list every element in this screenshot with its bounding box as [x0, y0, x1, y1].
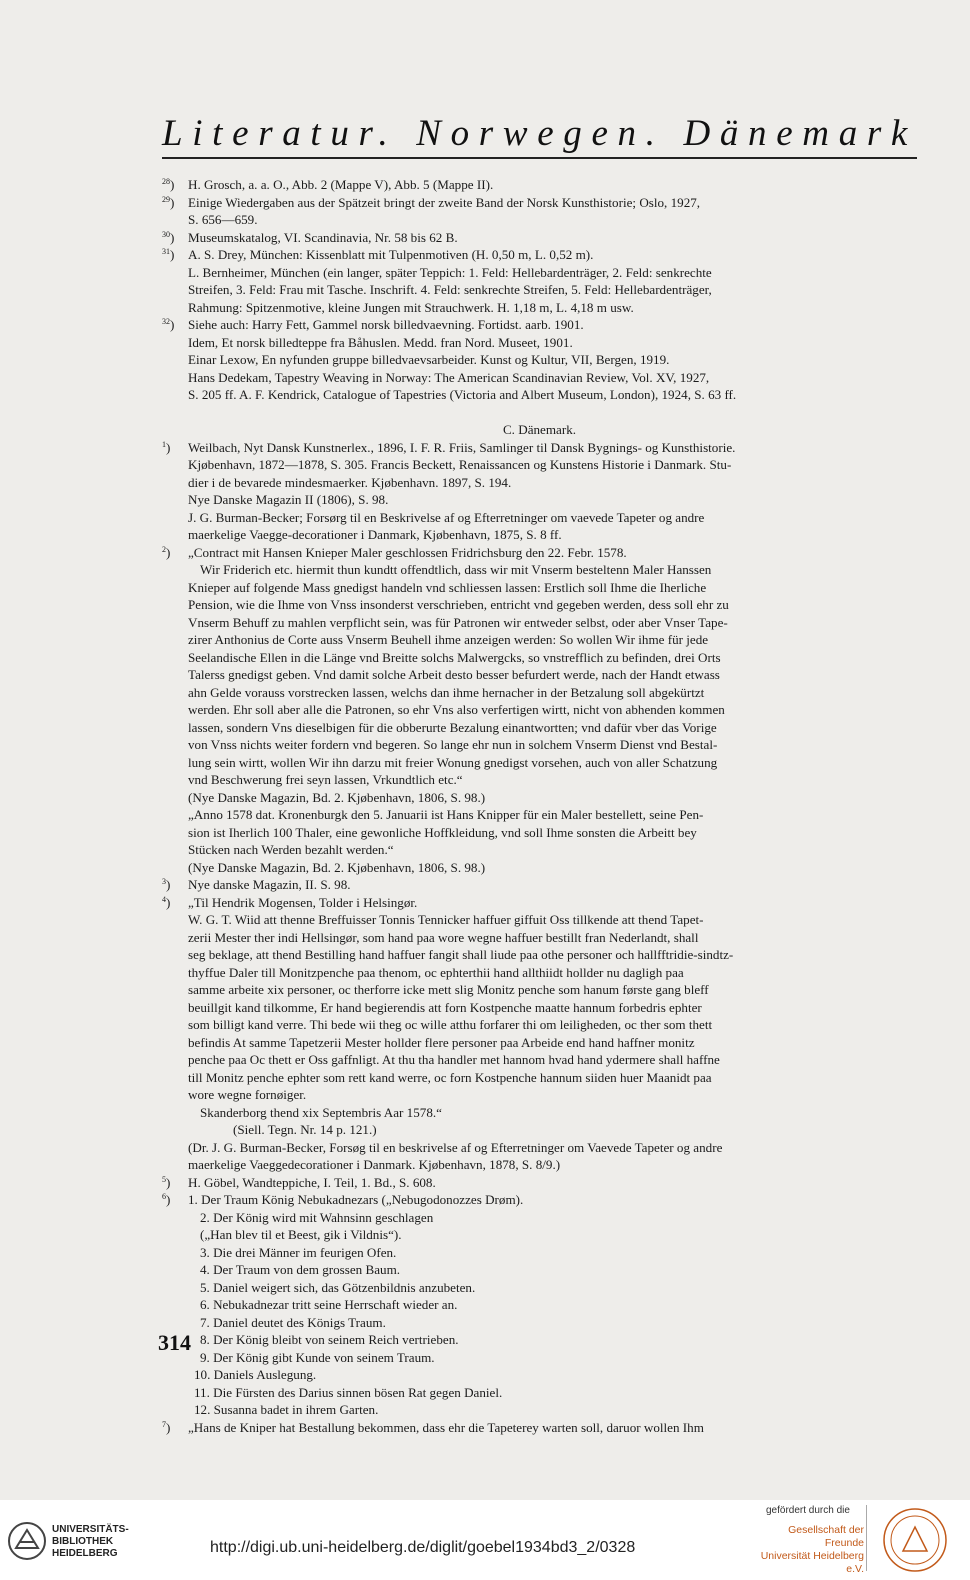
footnote-line [162, 1051, 917, 1069]
footnote-text: samme arbeite xix personer, oc therforre icke mett slig Monitz penche som hanum første gang bleff [188, 982, 709, 997]
footnote-text: 1. Der Traum König Nebukadnezars („Nebugodonozzes Drøm). [188, 1192, 524, 1207]
footnote-text: Skanderborg thend xix Septembris Aar 1578.“ [200, 1104, 442, 1120]
source-url-link[interactable]: http://digi.ub.uni-heidelberg.de/diglit/goebel1934bd3_2/0328 [210, 1539, 636, 1556]
footnote-line [162, 176, 917, 194]
footnote-line [162, 1121, 917, 1139]
footnote-text: 4. Der Traum von dem grossen Baum. [200, 1262, 401, 1277]
footnote-line [162, 876, 917, 894]
footnote-line [162, 824, 917, 842]
footnote-text: zerii Mester ther indi Hellsingør, som hand paa wore wegne haffuer bestillt fran Nederlandt, shall [188, 929, 699, 945]
footnote-line [162, 614, 917, 632]
footnote-line [162, 684, 917, 702]
section-heading [162, 421, 917, 439]
footnote-line [162, 1401, 917, 1419]
footnote-text: Weilbach, Nyt Dansk Kunstnerlex., 1896, I. F. R. Friis, Samlinger til Dansk Bygnings- og Kunsthistorie. [188, 439, 736, 455]
footnote-text: 7. Daniel deutet des Königs Traum. [200, 1314, 386, 1330]
footnote-line [162, 281, 917, 299]
footnote-line [162, 509, 917, 527]
society-name: Gesellschaft der Freunde Universität Heidelberg e.V. [760, 1524, 864, 1575]
library-name: UNIVERSITÄTS- BIBLIOTHEK HEIDELBERG [52, 1524, 129, 1559]
footnote-line [162, 596, 917, 614]
footnote-line [162, 316, 917, 334]
footnote-line [162, 579, 917, 597]
footnote-line [162, 1419, 917, 1437]
footnote-text: 11. Die Fürsten des Darius sinnen bösen Rat gegen Daniel. [194, 1384, 503, 1400]
footnote-text: 3. Die drei Männer im feurigen Ofen. [200, 1244, 397, 1260]
footnote-line [162, 1244, 917, 1262]
footnote-text: Pension, wie die Ihme von Vnss insonderst verschrieben, entricht vnd gegeben werden, dess soll ehr zu [188, 597, 729, 612]
footnote-line [162, 1314, 917, 1332]
footnote-line [162, 1174, 917, 1192]
footnote-text: 8. Der König bleibt von seinem Reich vertrieben. [200, 1332, 459, 1347]
footnote-text: H. Göbel, Wandteppiche, I. Teil, 1. Bd., S. 608. [188, 1174, 436, 1190]
footnote-number: 30 [162, 229, 170, 239]
footnote-line [162, 841, 917, 859]
footnote-text: Streifen, 3. Feld: Frau mit Tasche. Inschrift. 4. Feld: senkrechte Streifen, 5. Feld: Hellebardenträger, [188, 282, 712, 297]
footnote-text: Nye danske Magazin, II. S. 98. [188, 877, 351, 892]
footnote-line [162, 1331, 917, 1349]
running-header-text: Literatur. Norwegen. Dänemark [162, 113, 917, 154]
footnote-text: Museumskatalog, VI. Scandinavia, Nr. 58 bis 62 B. [188, 229, 458, 245]
footnote-text: Seelandische Ellen in die Länge vnd Breitte solchs Malwergcks, so vnstrefflich zu befinden, drei Orts [188, 649, 721, 665]
footnote-text: 2. Der König wird mit Wahnsinn geschlagen [200, 1209, 434, 1225]
footnote-line [162, 1349, 917, 1367]
footnote-text: „Hans de Kniper hat Bestallung bekommen, dass ehr die Tapeterey warten soll, daruor wollen Ihm [188, 1419, 704, 1435]
footnote-line [162, 806, 917, 824]
footnote-marker: $^{30}$) [162, 229, 175, 245]
footnote-line [162, 194, 917, 212]
footnote-text: Wir Friderich etc. hiermit thun kundtt offendtlich, dass wir mit Vnserm besteltenn Maler Hanssen [200, 562, 712, 577]
footnote-text: Hans Dedekam, Tapestry Weaving in Norway: The American Scandinavian Review, Vol. XV, 1927, [188, 369, 710, 385]
footnote-text: S. 656—659. [188, 212, 258, 227]
page-number: 314 [158, 1330, 191, 1355]
footnote-line [162, 1034, 917, 1052]
footnote-line [162, 1296, 917, 1314]
footnote-text: Siehe auch: Harry Fett, Gammel norsk billedvaevning. Fortidst. aarb. 1901. [188, 317, 584, 332]
footnote-text: Rahmung: Spitzenmotive, kleine Jungen mit Strauchwerk. H. 1,18 m, L. 4,18 m usw. [188, 299, 634, 315]
footnote-text: Kjøbenhavn, 1872—1878, S. 305. Francis Beckett, Renaissancen og Kunstens Historie i Danmark. Stu- [188, 457, 732, 472]
footnote-text: 10. Daniels Auslegung. [194, 1367, 317, 1382]
footnote-line [162, 736, 917, 754]
footnote-text: Einige Wiedergaben aus der Spätzeit bringt der zweite Band der Norsk Kunsthistorie; Oslo, 1927, [188, 194, 701, 210]
footnote-text: befindis At samme Tapetzerii Mester hollder flere personer paa Arbeide end hand haffner monitz [188, 1034, 695, 1050]
footnote-text: C. Dänemark. [502, 422, 577, 437]
running-header [162, 112, 917, 160]
footnote-line [162, 439, 917, 457]
footnote-marker: $^3$) [162, 877, 171, 892]
footnote-line [162, 946, 917, 964]
footnote-text: H. Grosch, a. a. O., Abb. 2 (Mappe V), Abb. 5 (Mappe II). [188, 177, 494, 192]
footnote-text: von Vnss nichts weiter fordern vnd begeren. So lange ehr nun in solchem Vnserm Dienst vnd Bestal- [188, 737, 718, 752]
footnote-text: 5. Daniel weigert sich, das Götzenbildnis anzubeten. [200, 1279, 476, 1295]
footnote-text: penche paa Oc thett er Oss gaffnligt. At thu tha handler met hannom hvad hand ydermere shall haffne [188, 1052, 720, 1067]
footnote-line [162, 491, 917, 509]
footnote-text: maerkelige Vaeggedecorationer i Danmark. Kjøbenhavn, 1878, S. 8/9.) [188, 1157, 561, 1172]
footnote-number: 29 [162, 194, 170, 204]
footnote-line [162, 1016, 917, 1034]
footnote-text: W. G. T. Wiid att thenne Breffuisser Tonnis Tennicker haffuer giffuit Oss tillkende att thend Tapet- [188, 912, 704, 927]
footnote-line [162, 1261, 917, 1279]
footnote-marker: $^6$) [162, 1192, 171, 1207]
footnote-number: 31 [162, 247, 170, 256]
library-logo-icon [6, 1520, 48, 1562]
footnote-line [162, 1104, 917, 1122]
footnote-text: S. 205 ff. A. F. Kendrick, Catalogue of Tapestries (Victoria and Albert Museum, London), 1924, S. 63 ff. [188, 387, 737, 402]
footnote-marker: $^1$) [162, 439, 171, 455]
footnote-text: zirer Anthonius de Corte auss Vnserm Beuhell ihme anzeigen werden: So wollen Wir ihme für jede [188, 632, 709, 647]
footnote-text: Knieper auf folgende Mass gnedigst handeln vnd schliessen lassen: Erstlich soll Ihme die Iherliche [188, 579, 707, 595]
footnote-text: ahn Gelde vorauss vorstrecken lassen, welchs dan ihme hernacher in der Betzalung soll abgekürtzt [188, 684, 705, 700]
footnote-text: J. G. Burman-Becker; Forsørg til en Beskrivelse af og Efterretninger om vaevede Tapeter og andre [188, 509, 705, 525]
footnote-line [162, 1156, 917, 1174]
footnote-line [162, 666, 917, 684]
footnote-text: „Til Hendrik Mogensen, Tolder i Helsingør. [188, 894, 418, 910]
footnote-line [162, 334, 917, 352]
footnote-text: 6. Nebukadnezar tritt seine Herrschaft wieder an. [200, 1297, 458, 1312]
footnote-text: „Anno 1578 dat. Kronenburgk den 5. Januarii ist Hans Knipper für ein Maler bestellett, seine Pen- [188, 807, 704, 822]
footnote-line [162, 999, 917, 1017]
footnote-marker: $^{31}$) [162, 247, 175, 262]
footer-divider [866, 1505, 867, 1571]
footnote-text: A. S. Drey, München: Kissenblatt mit Tulpenmotiven (H. 0,50 m, L. 0,52 m). [188, 247, 594, 262]
footnote-text: (Nye Danske Magazin, Bd. 2. Kjøbenhavn, 1806, S. 98.) [188, 789, 486, 805]
header-rule [162, 157, 917, 159]
footnote-line [162, 386, 917, 404]
footnote-text: dier i de bevarede mindesmaerker. Kjøbenhavn. 1897, S. 194. [188, 474, 512, 490]
footnote-line [162, 299, 917, 317]
footnote-text: 9. Der König gibt Kunde von seinem Traum. [200, 1349, 435, 1365]
footnote-line [162, 1226, 917, 1244]
footnote-line [162, 754, 917, 772]
footnote-line [162, 561, 917, 579]
footnote-number: 7 [162, 1419, 166, 1429]
footnote-text: maerkelige Vaegge-decorationer i Danmark, Kjøbenhavn, 1875, S. 8 ff. [188, 527, 562, 542]
footnote-line [162, 1139, 917, 1157]
footnote-line [162, 526, 917, 544]
footnote-text: Vnserm Behuff zu mahlen verpflicht sein, was für Patronen wir entweder selbst, oder aber Vnser Tape- [188, 614, 728, 630]
footnote-text: till Monitz penche ephter som rett kand werre, oc forn Kostpenche hannum siiden huer Maanidt paa [188, 1069, 712, 1085]
footnote-line [162, 229, 917, 247]
footnote-text: Einar Lexow, En nyfunden gruppe billedvaevsarbeider. Kunst og Kultur, VII, Bergen, 1919. [188, 352, 670, 367]
footnote-number: 6 [162, 1192, 166, 1201]
footnote-line [162, 911, 917, 929]
footnote-number: 5 [162, 1174, 166, 1184]
footnote-line [162, 719, 917, 737]
footnote-text: vnd Beschwerung frei seyn lassen, Vrkundtlich etc.“ [188, 772, 463, 787]
footnote-line [162, 929, 917, 947]
footnote-marker: $^{29}$) [162, 194, 175, 210]
footnote-line [162, 859, 917, 877]
footnote-marker: $^{32}$) [162, 317, 175, 332]
footnote-line [162, 649, 917, 667]
university-seal-icon [870, 1505, 960, 1575]
footnote-marker: $^2$) [162, 544, 171, 560]
footnote-text: beuillgit kand tilkomme, Er hand begierendis att forn Kostpenche maatte hannum forbedris ephter [188, 999, 702, 1015]
footnote-number: 32 [162, 317, 170, 326]
footnote-line [162, 369, 917, 387]
footnote-text: 12. Susanna badet in ihrem Garten. [194, 1402, 379, 1417]
footnote-text: Idem, Et norsk billedteppe fra Båhuslen. Medd. fran Nord. Museet, 1901. [188, 334, 573, 350]
spacer [162, 404, 917, 422]
footnote-text: thyffue Daler till Monitzpenche paa thenom, oc ephterthii hand allthiidt hollder nu dagligh paa [188, 964, 684, 980]
footnote-line [162, 981, 917, 999]
footnote-marker: $^4$) [162, 894, 171, 910]
footnote-number: 28 [162, 177, 170, 186]
footnote-number: 3 [162, 877, 166, 886]
footnote-line [162, 771, 917, 789]
footnote-text: lung sein wirtt, wollen Wir ihn darzu mit freier Wonung gnedigst vorsehen, auch von aller Schatzung [188, 754, 718, 770]
footnote-text: Talerss gnedigst geben. Vnd damit solche Arbeit desto besser befurdert werde, nach der Handt etwass [188, 667, 720, 682]
footnote-text: (Dr. J. G. Burman-Becker, Forsøg til en beskrivelse af og Efterretninger om Vaevede Tapeter og andre [188, 1139, 723, 1155]
footnote-line [162, 246, 917, 264]
footnote-text: Stücken nach Werden bezahlt werden.“ [188, 842, 394, 857]
footnote-line [162, 894, 917, 912]
footnote-number: 4 [162, 894, 166, 904]
footnote-line [162, 1366, 917, 1384]
footnote-text: sion ist Iherlich 100 Thaler, eine gewonliche Hoffkleidung, vnd soll Ihme sonsten die Arbeitt bey [188, 824, 697, 840]
footnote-line [162, 264, 917, 282]
footnote-marker: $^{28}$) [162, 177, 175, 192]
footnote-line [162, 789, 917, 807]
footnote-line [162, 456, 917, 474]
footnote-line [162, 1209, 917, 1227]
footnote-marker: $^7$) [162, 1419, 171, 1435]
footnote-line [162, 211, 917, 229]
footnote-text: („Han blev til et Beest, gik i Vildnis“). [200, 1227, 402, 1242]
footnote-text: wore wegne fornøiger. [188, 1087, 307, 1102]
footnote-line [162, 1069, 917, 1087]
footnote-text: lassen, sondern Vns dieselbigen für die obberurte Bezalung einantwortten; vnd dafür vber das Vorige [188, 719, 717, 735]
footnote-text: „Contract mit Hansen Knieper Maler geschlossen Fridrichsburg den 22. Febr. 1578. [188, 544, 627, 560]
footnote-line [162, 964, 917, 982]
footnote-marker: $^5$) [162, 1174, 171, 1190]
footnote-number: 1 [162, 439, 166, 449]
footnote-line [162, 631, 917, 649]
footnote-line [162, 701, 917, 719]
footnote-line [162, 544, 917, 562]
footnote-line [162, 1384, 917, 1402]
footnote-number: 2 [162, 544, 166, 554]
footnote-text: Nye Danske Magazin II (1806), S. 98. [188, 492, 389, 507]
footnote-text: werden. Ehr soll aber alle die Patronen, so ehr Vns also verfertigen wirtt, nicht von abhenden kommen [188, 702, 725, 717]
footnote-body [162, 176, 917, 1436]
funded-by-label: gefördert durch die [766, 1505, 850, 1516]
footnote-text: seg beklage, att thend Bestilling hand haffuer fangit shall liude paa othe personer och hallfftridie-sindtz- [188, 947, 734, 962]
footnote-text: (Nye Danske Magazin, Bd. 2. Kjøbenhavn, 1806, S. 98.) [188, 859, 486, 875]
footnote-text: L. Bernheimer, München (ein langer, später Teppich: 1. Feld: Hellebardenträger, 2. Feld: senkrechte [188, 264, 712, 280]
footnote-line [162, 351, 917, 369]
footnote-line [162, 1086, 917, 1104]
footnote-line [162, 474, 917, 492]
footnote-line [162, 1279, 917, 1297]
footnote-line [162, 1191, 917, 1209]
footnote-text: som billigt kand verre. Thi bede wii theg oc wille atthu forfarer thi om leiligheden, oc ther som thett [188, 1017, 713, 1032]
footnote-text: (Siell. Tegn. Nr. 14 p. 121.) [233, 1122, 377, 1137]
